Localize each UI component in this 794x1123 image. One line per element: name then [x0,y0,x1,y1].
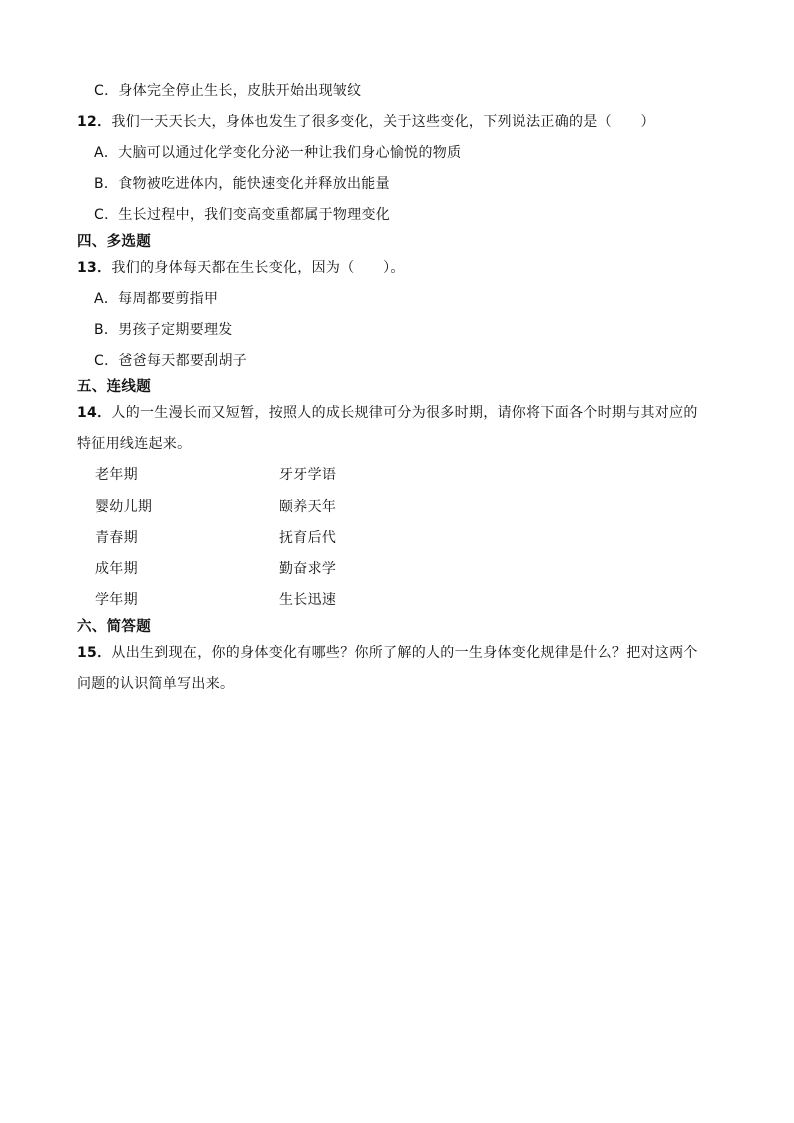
match-right-item: 抚育后代 [279,530,337,546]
section-heading-matching: 五、连线题 [77,379,151,395]
q14-number: 14． [77,405,112,421]
section-heading-short-answer: 六、简答题 [77,619,151,635]
q15-stem-text: 从出生到现在，你的身体变化有哪些？你所了解的人的一生身体变化规律是什么？把对这两个 [111,645,698,661]
q15-number: 15． [77,645,112,661]
q13-option-a: A．每周都要剪指甲 [94,291,219,307]
q14-stem-line2: 特征用线连起来。 [77,436,192,452]
match-left-item: 成年期 [95,561,138,577]
q13-option-b: B．男孩子定期要理发 [94,322,233,338]
q13-number: 13． [77,260,112,276]
q12-option-a: A．大脑可以通过化学变化分泌一种让我们身心愉悦的物质 [94,145,462,161]
q15-stem-line2: 问题的认识简单写出来。 [77,676,235,692]
q11-option-c: C．身体完全停止生长，皮肤开始出现皱纹 [94,83,362,99]
match-right-item: 生长迅速 [279,592,337,608]
q12-stem [77,112,655,132]
match-right-item: 颐养天年 [279,499,337,515]
match-left-item: 青春期 [95,530,138,546]
match-right-item: 牙牙学语 [279,467,337,483]
q14-stem-line1 [77,403,698,423]
match-left-item: 学年期 [95,592,138,608]
q12-stem-text: 我们一天天长大，身体也发生了很多变化，关于这些变化，下列说法正确的是（ ） [111,114,655,130]
q12-option-b: B．食物被吃进体内，能快速变化并释放出能量 [94,176,390,192]
q15-stem-line1 [77,643,698,663]
q13-stem [77,258,405,278]
q13-option-c: C．爸爸每天都要刮胡子 [94,353,248,369]
section-heading-multiple-choice: 四、多选题 [77,234,151,250]
q14-stem-text: 人的一生漫长而又短暂，按照人的成长规律可分为很多时期，请你将下面各个时期与其对应的 [111,405,698,421]
q13-stem-text: 我们的身体每天都在生长变化，因为（ ）。 [111,260,405,276]
match-right-item: 勤奋求学 [279,561,337,577]
match-left-item: 婴幼儿期 [95,499,153,515]
q12-option-c: C．生长过程中，我们变高变重都属于物理变化 [94,207,391,223]
q12-number: 12． [77,114,112,130]
match-left-item: 老年期 [95,467,138,483]
